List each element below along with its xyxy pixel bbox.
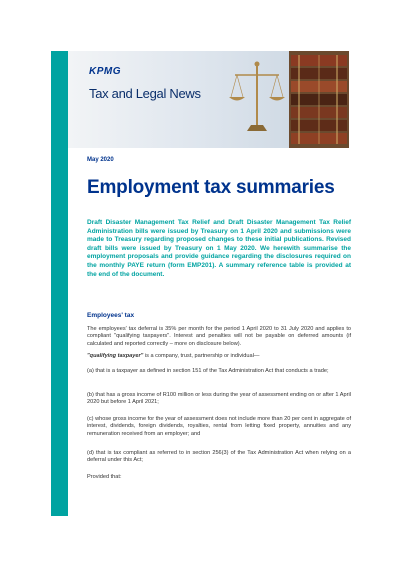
paragraph-condition-d: (d) that is tax compliant as referred to in section 256(3) of the Tax Administration Act when relying on a deferral under this Act; bbox=[87, 450, 351, 464]
paragraph-provided: Provided that: bbox=[87, 474, 122, 480]
law-books-image bbox=[289, 51, 349, 148]
section-heading-employees-tax: Employees' tax bbox=[87, 312, 135, 319]
teal-sidebar bbox=[51, 51, 68, 516]
paragraph-condition-c: (c) whose gross income for the year of assessment does not include more than 20 per cent in aggregate of interest, dividends, foreign dividends, royalties, rental from letting fixed property, annuities and any remuneration received from an employer; and bbox=[87, 416, 351, 437]
paragraph-deferral: The employees' tax deferral is 35% per month for the period 1 April 2020 to 31 July 2020 and applies to compliant "qualifying taxpayers". Interest and penalties will not be payable on deferred amounts (if calculated and reported correctly – more on disclosure below). bbox=[87, 326, 351, 347]
newsletter-header bbox=[68, 51, 349, 148]
defined-term: "qualifying taxpayer" bbox=[87, 353, 144, 359]
kpmg-logo: KPMG bbox=[89, 66, 121, 77]
intro-paragraph: Draft Disaster Management Tax Relief and Draft Disaster Management Tax Relief Administration bills were issued by Treasury on 1 April 2020 and submissions were made to Treasury regarding proposed changes to these initial publications. Revised draft bills were issued by Treasury on 1 May 2020. We herewith summarise the employment proposals and provide guidance regarding the disclosures required on the monthly PAYE return (form EMP201). A summary reference table is provided at the end of the document. bbox=[87, 219, 351, 278]
scales-of-justice-icon bbox=[227, 57, 287, 143]
document-title: Employment tax summaries bbox=[87, 177, 335, 198]
document-page bbox=[51, 51, 349, 516]
paragraph-condition-b: (b) that has a gross income of R100 million or less during the year of assessment ending on or after 1 April 2020 but before 1 April 2021; bbox=[87, 392, 351, 406]
paragraph-condition-a: (a) that is a taxpayer as defined in section 151 of the Tax Administration Act that conducts a trade; bbox=[87, 368, 329, 374]
issue-date: May 2020 bbox=[87, 157, 114, 163]
paragraph-qualifying-taxpayer bbox=[87, 353, 351, 360]
newsletter-title: Tax and Legal News bbox=[89, 86, 201, 101]
definition-text: is a company, trust, partnership or individual— bbox=[143, 353, 260, 359]
document-body bbox=[68, 148, 349, 516]
